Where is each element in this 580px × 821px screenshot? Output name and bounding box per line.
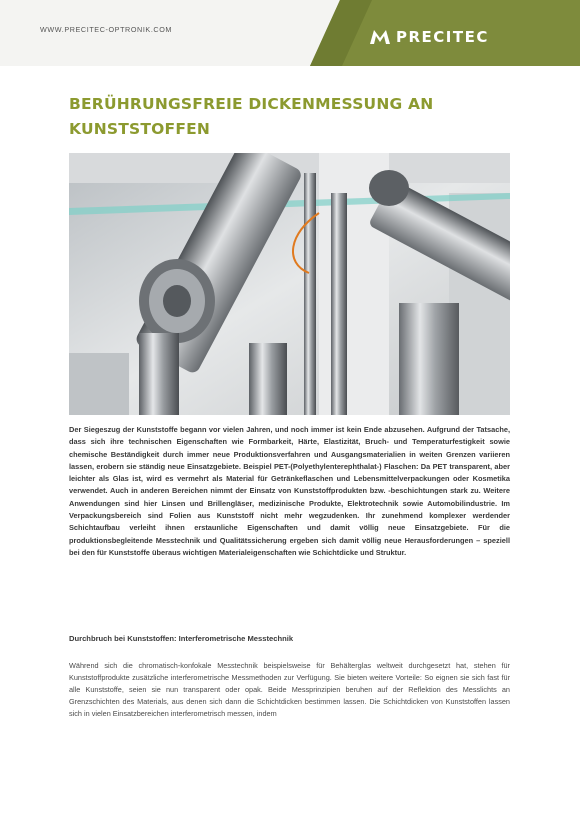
section-heading: Durchbruch bei Kunststoffen: Interferometrische Messtechnik [69,634,294,643]
page-title: BERÜHRUNGSFREIE DICKENMESSUNG AN KUNSTSTOFFEN [69,95,434,138]
precitec-logo-icon [370,30,390,44]
intro-paragraph: Der Siegeszug der Kunststoffe begann vor vielen Jahren, und noch immer ist kein Ende abzusehen. Aufgrund der Tatsache, dass sich ihre technischen Eigenschaften wie Formbarkeit, Härte, Elastizität, Bruch- und Temperaturfestigkeit sowie chemische Beständigkeit durch immer neue Produktionsverfahren und Ausgangsmaterialien in weiten Grenzen variieren lassen, erobern sie ständig neue Einsatzgebiete. Beispiel PET-(Polyethylenterephthalat-) Flaschen: Da PET transparent, aber leichter als Glas ist, wird es vermehrt als Material für Getränkeflaschen und Lebensmittelverpackungen oder Kosmetika verwendet. Auch in anderen Bereichen nimmt der Einsatz von Kunststoffprodukten bzw. -beschichtungen stark zu. Weitere Anwendungen sind hier Linsen und Brillengläser, medizinische Produkte, Elektrotechnik sowie Automobilindustrie. Im Verpackungsbereich sind Folien aus Kunststoff nicht mehr wegzudenken. Ihr zunehmend komplexer werdender Schichtaufbau verleiht ihnen erstaunliche Eigenschaften und damit völlig neue Einsatzgebiete. Für die produktionsbegleitende Messtechnik und Qualitätssicherung ergeben sich damit völlig neue Herausforderungen – speziell bei den für Kunststoffe überaus wichtigen Materialeigenschaften wie Schichtdicke und Struktur. [69,425,510,557]
page-header [0,0,580,66]
industrial-rollers-photo [69,153,510,415]
brand-name: PRECITEC [396,28,489,46]
website-url[interactable]: WWW.PRECITEC-OPTRONIK.COM [40,25,172,34]
photo-illustration [69,153,510,415]
brand-logo [370,27,489,47]
section-body: Während sich die chromatisch-konfokale Messtechnik beispielsweise für Behälterglas weltweit durchgesetzt hat, stehen für Kunststoffprodukte zusätzliche interferometrische Messmethoden zur Verfügung. Sie bieten weitere Vorteile: So eignen sie sich fast für alle Kunststoffe, seien sie nun transparent oder opak. Beide Messprinzipien beruhen auf der Reflektion des Messlichts an Grenzschichten des Materials, aus denen sich dann die Schichtdicken bestimmen lassen. Die Schichtdicken von Kunststoffen lassen sich in vielen Einsatzbereichen interferometrisch messen, indem [69,661,510,719]
